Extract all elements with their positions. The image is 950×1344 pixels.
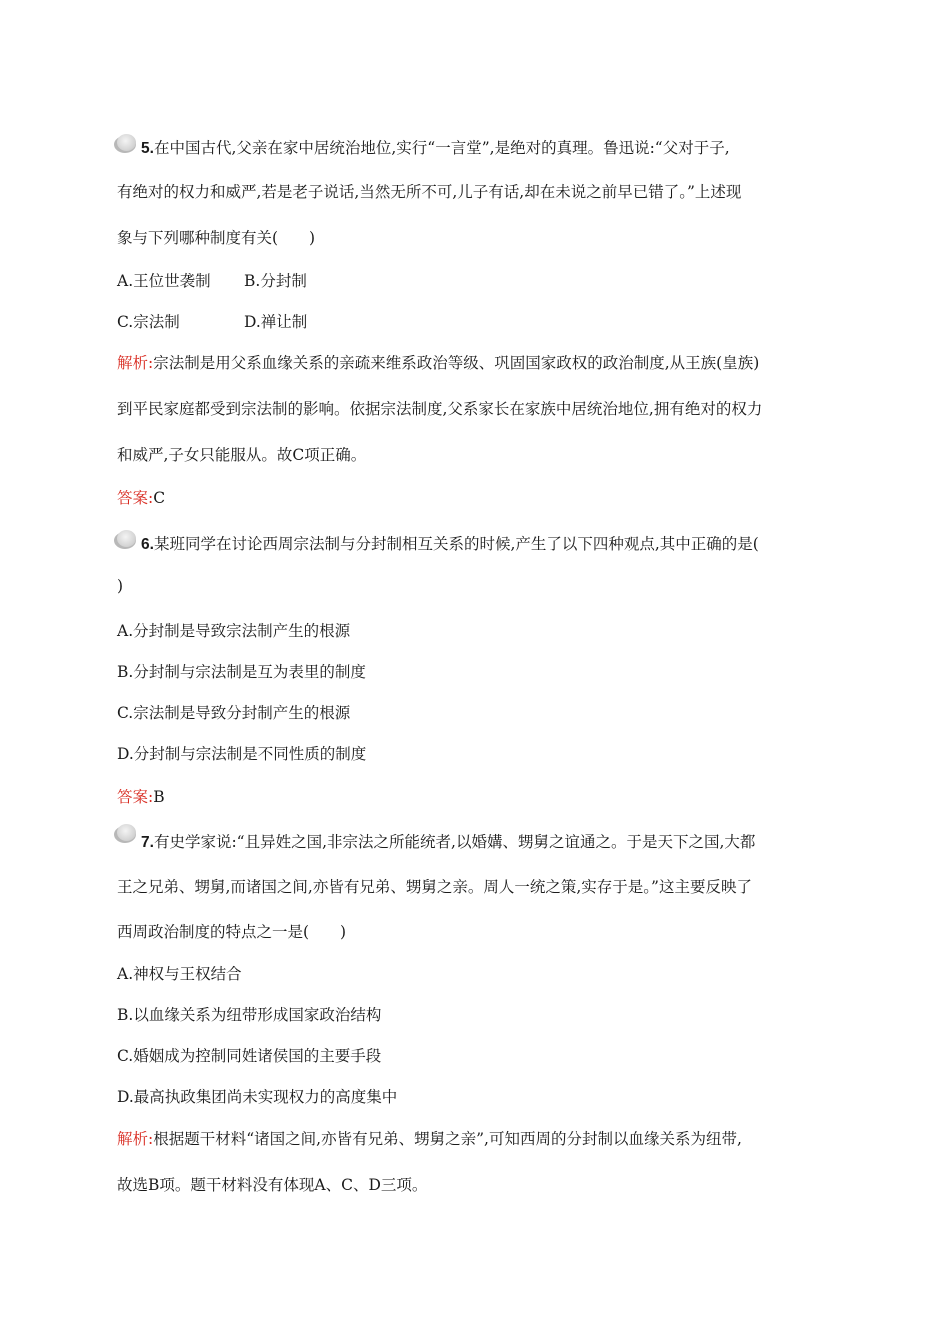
question-5-stem-line-2: 有绝对的权力和威严,若是老子说话,当然无所不可,儿子有话,却在未说之前早已错了。”上述现 — [117, 183, 742, 201]
option-a: A.神权与王权结合 — [117, 965, 242, 983]
question-bullet-icon — [114, 824, 138, 844]
analysis-label: 解析: — [117, 354, 154, 372]
question-5-stem-line-1: 5.在中国古代,父亲在家中居统治地位,实行“一言堂”,是绝对的真理。鲁迅说:“父对于子, — [141, 139, 730, 157]
option-b: B.以血缘关系为纽带形成国家政治结构 — [117, 1006, 382, 1024]
question-6-stem-line-1: 6.某班同学在讨论西周宗法制与分封制相互关系的时候,产生了以下四种观点,其中正确的是( — [141, 535, 759, 553]
question-6 — [117, 528, 832, 808]
option-d: D.分封制与宗法制是不同性质的制度 — [117, 745, 367, 763]
question-7 — [117, 826, 832, 1206]
answer-label: 答案: — [117, 788, 154, 806]
option-a: A.分封制是导致宗法制产生的根源 — [117, 622, 351, 640]
question-5 — [117, 132, 832, 507]
answer-label: 答案: — [117, 489, 154, 507]
question-bullet-icon — [114, 530, 138, 550]
question-7-stem-line-2: 王之兄弟、甥舅,而诸国之间,亦皆有兄弟、甥舅之亲。周人一统之策,实存于是。”这主要反映了 — [117, 878, 752, 896]
question-6-stem-line-2: ) — [117, 577, 124, 595]
question-number: 5. — [141, 140, 154, 157]
analysis-line-2: 到平民家庭都受到宗法制的影响。依据宗法制度,父系家长在家族中居统治地位,拥有绝对的权力 — [117, 400, 763, 418]
question-7-stem-line-3: 西周政治制度的特点之一是( ) — [117, 923, 347, 941]
option-a: A.王位世袭制 — [117, 272, 211, 290]
option-d: D.最高执政集团尚未实现权力的高度集中 — [117, 1088, 398, 1106]
analysis-line-3: 和威严,子女只能服从。故C项正确。 — [117, 446, 367, 464]
analysis-line-2: 故选B项。题干材料没有体现A、C、D三项。 — [117, 1176, 428, 1194]
answer-line — [117, 785, 165, 807]
analysis-line-1: 解析:宗法制是用父系血缘关系的亲疏来维系政治等级、巩固国家政权的政治制度,从王族(皇族) — [117, 354, 760, 372]
option-c: C.宗法制 — [117, 313, 180, 331]
question-bullet-icon — [114, 134, 138, 154]
analysis-line-1: 解析:根据题干材料“诸国之间,亦皆有兄弟、甥舅之亲”,可知西周的分封制以血缘关系为纽带, — [117, 1130, 742, 1148]
question-number: 7. — [141, 834, 154, 851]
question-5-stem-line-3: 象与下列哪种制度有关( ) — [117, 229, 316, 247]
option-b: B.分封制与宗法制是互为表里的制度 — [117, 663, 366, 681]
answer-value: B — [153, 788, 165, 806]
question-number: 6. — [141, 536, 154, 553]
option-b: B.分封制 — [244, 272, 307, 290]
option-c: C.婚姻成为控制同姓诸侯国的主要手段 — [117, 1047, 382, 1065]
option-d: D.禅让制 — [244, 313, 308, 331]
answer-line — [117, 486, 165, 508]
question-7-stem-line-1: 7.有史学家说:“且异姓之国,非宗法之所能统者,以婚媾、甥舅之谊通之。于是天下之国,大都 — [141, 833, 756, 851]
answer-value: C — [153, 489, 166, 507]
analysis-label: 解析: — [117, 1130, 154, 1148]
option-c: C.宗法制是导致分封制产生的根源 — [117, 704, 351, 722]
